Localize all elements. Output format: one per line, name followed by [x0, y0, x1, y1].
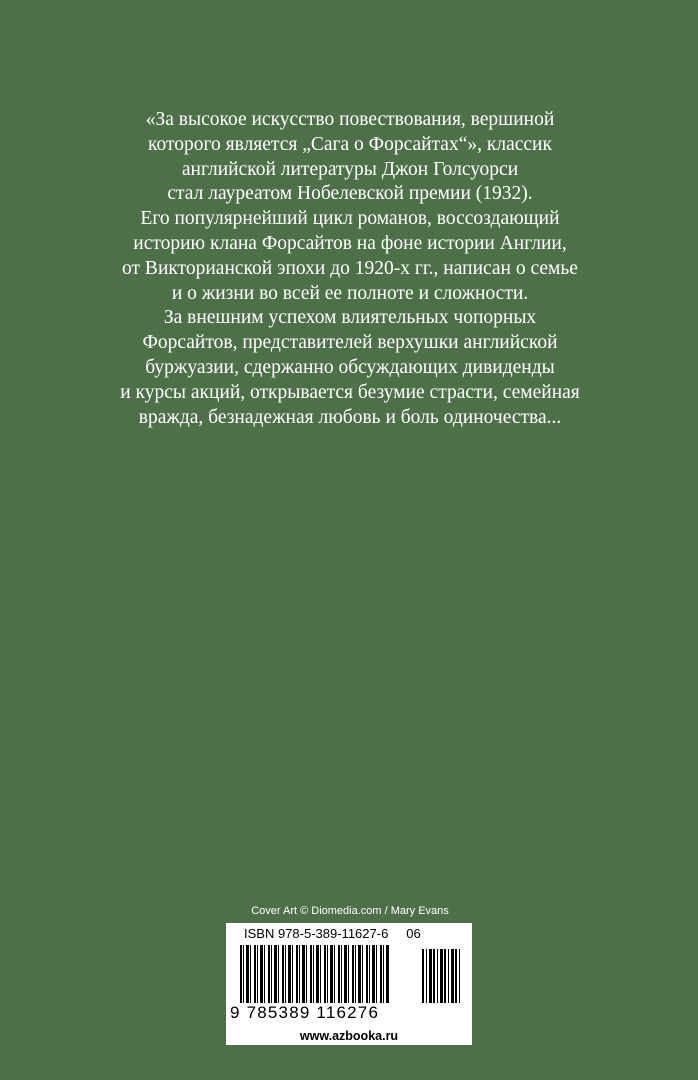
blurb-line: которого является „Сага о Форсайтах“», классик — [148, 133, 552, 155]
barcode-digits: 9 785389 116276 — [230, 1003, 380, 1022]
blurb-line: историю клана Форсайтов на фоне истории Англии, — [133, 232, 567, 254]
blurb-line: от Викторианской эпохи до 1920-х гг., написан о семье — [122, 257, 578, 279]
blurb-line: Форсайтов, представителей верхушки английской — [142, 332, 558, 354]
blurb-line: стал лауреатом Нобелевской премии (1932). — [167, 183, 533, 205]
isbn-barcode — [226, 923, 472, 1027]
blurb-line: Его популярнейший цикл романов, воссоздающий — [140, 208, 560, 230]
publisher-website: www.azbooka.ru — [226, 1027, 472, 1045]
isbn-row — [244, 926, 421, 941]
barcode-bars — [240, 945, 390, 1003]
isbn-number: ISBN 978-5-389-11627-6 — [244, 926, 389, 941]
blurb-line: и курсы акций, открывается безумие страсти, семейная — [120, 381, 580, 403]
blurb-line: и о жизни во всей ее полноте и сложности. — [171, 282, 529, 304]
barcode-addon-bars — [422, 949, 462, 1003]
blurb-line: вражда, безнадежная любовь и боль одиночества... — [138, 406, 562, 428]
isbn-addon: 06 — [406, 926, 421, 941]
back-cover-blurb — [70, 108, 630, 430]
blurb-line: «За высокое искусство повествования, вершиной — [145, 109, 555, 130]
blurb-line: буржуазии, сдержанно обсуждающих дивиденды — [145, 356, 555, 378]
blurb-line: английской литературы Джон Голсуорси — [181, 158, 519, 180]
blurb-line: За внешним успехом влиятельных чопорных — [163, 307, 537, 329]
cover-art-credit: Cover Art © Diomedia.com / Mary Evans — [251, 905, 449, 917]
